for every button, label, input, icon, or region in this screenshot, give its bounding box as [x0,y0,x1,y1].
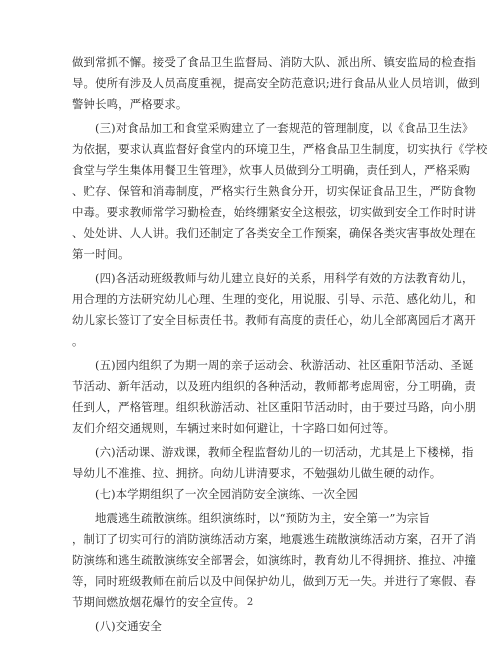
text-line: (六)活动课、游戏课，教师全程监督幼儿的一切活动，尤其是上下楼梯，指 [95,445,474,459]
text-line: 第一时间。 [72,247,130,261]
text-line: (四)各活动班级教师与幼儿建立良好的关系，用科学有效的方法教育幼儿， [95,271,474,285]
text-line: 节期间燃放烟花爆竹的安全宣传。 [72,595,246,609]
text-line: 幼儿家长签订了安全目标责任书。教师有高度的责任心，幼儿全部离园后才离开 [72,313,476,327]
text-line: 中毒。要求教师常学习勤检查，始终绷紧安全这根弦，切实做到安全工作时时讲 [72,205,476,219]
text-line: 导。使所有涉及人员高度重视，提高安全防范意识;进行食品从业人员培训，做到 [72,76,480,90]
text-line: 友们介绍交通规则，车辆过来时如何避让，十字路口如何过等。 [72,421,396,435]
text-line: 等，同时班级教师在前后以及中间保护幼儿，做到万无一失。并进行了寒假、春 [72,574,476,588]
text-line: 节活动、新年活动，以及班内组织的各种活动，教师都考虑周密，分工明确，责 [72,379,476,393]
text-line: 做到常抓不懈。接受了食品卫生监督局、消防大队、派出所、镇安监局的检查指 [72,55,476,69]
text-line: 导幼儿不准推、拉、拥挤。向幼儿讲清要求，不勉强幼儿做生硬的动作。 [72,466,442,480]
text-line: (七)本学期组织了一次全园消防安全演练、一次全园 [95,487,359,501]
text-line: 任到人，严格管理。组织秋游活动、社区重阳节活动时，由于要过马路，向小朋 [72,400,476,414]
text-line: 用合理的方法研究幼儿心理、生理的变化，用说服、引导、示范、感化幼儿，和 [72,292,476,306]
text-line: 为依据，要求认真监督好食堂内的环境卫生，严格食品卫生制度，切实执行《学校 [72,142,488,156]
text-line: 警钟长鸣，严格要求。 [72,97,188,111]
page-number: 2 [246,597,254,608]
text-line: 、贮存、保管和消毒制度，严格实行生熟食分开，切实保证食品卫生，严防食物 [72,184,476,198]
text-line: (三)对食品加工和食堂采购建立了一套规范的管理制度，以《食品卫生法》 [95,121,474,135]
text-line: (八)交通安全 [95,619,162,633]
text-line: ，制订了切实可行的消防演练活动方案，地震逃生疏散演练活动方案，召开了消 [72,532,476,546]
text-line: 。 [72,334,84,348]
text-line: 食堂与学生集体用餐卫生管理》，炊事人员做到分工明确，责任到人，严格采购 [72,163,471,177]
text-line: (五)园内组织了为期一周的亲子运动会、秋游活动、社区重阳节活动、圣诞 [95,358,474,372]
document-body [72,52,488,637]
text-line: 防演练和逃生疏散演练安全部署会，如演练时，教育幼儿不得拥挤、推拉、冲撞 [72,553,476,567]
text-line: 地震逃生疏散演练。组织演练时，以“预防为主，安全第一”为宗旨 [95,511,431,525]
text-line: 、处处讲、人人讲。我们还制定了各类安全工作预案，确保各类灾害事故处理在 [72,226,476,240]
